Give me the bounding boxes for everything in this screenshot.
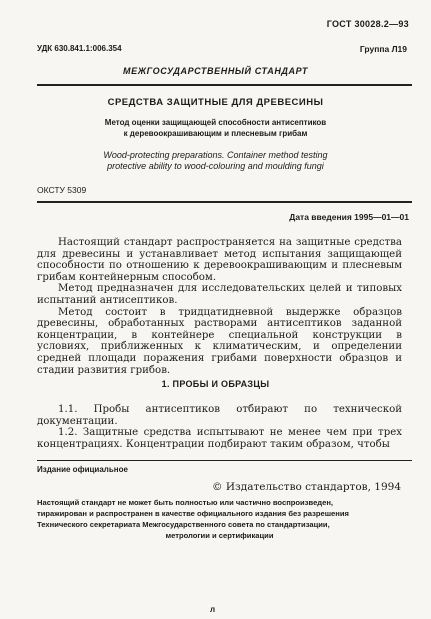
introduction-date: Дата введения 1995—01—01 (289, 212, 409, 222)
clause-1-2: 1.2. Защитные средства испытывают не менее чем при трех концентрациях. Концентрации подбирают таким образом, чтобы (37, 427, 402, 450)
official-edition-label: Издание официальное (37, 465, 128, 474)
notice-line-1: Настоящий стандарт не может быть полностью или частично воспроизведен, (37, 498, 334, 507)
header-divider (37, 84, 412, 86)
english-title-line-2: protective ability to wood-colouring and moulding fungi (107, 161, 324, 171)
subtitle-line-2: к деревоокрашивающим и плесневым грибам (123, 129, 308, 138)
intro-paragraph-1: Настоящий стандарт распространяется на защитные средства для древесины и устанавливает метод испытания защищающей способности по отношению к деревоокрашивающим и плесневым грибам контейнерным способом. (37, 237, 402, 283)
gost-number: ГОСТ 30028.2—93 (326, 19, 409, 29)
notice-line-3: Технического секретариата Межгосударственного совета по стандартизации, (37, 520, 330, 529)
subtitle-line-1: Метод оценки защищающей способности антисептиков (104, 118, 327, 127)
udk-code: УДК 630.841.1:006.354 (37, 44, 122, 53)
english-title-line-1: Wood-protecting preparations. Container method testing (103, 150, 328, 160)
intro-paragraph-2: Метод предназначен для исследовательских целей и типовых испытаний антисептиков. (37, 283, 402, 306)
reproduction-notice (37, 497, 402, 541)
footer-divider (37, 460, 412, 461)
group-code: Группа Л19 (359, 44, 407, 54)
notice-line-2: тиражирован и распространен в качестве официального издания без разрешения (37, 509, 349, 518)
intro-text (37, 237, 402, 376)
section-1-text (37, 404, 402, 450)
oksu-code: ОКСТУ 5309 (37, 185, 87, 195)
page-mark: л (210, 605, 216, 614)
document-title: СРЕДСТВА ЗАЩИТНЫЕ ДЛЯ ДРЕВЕСИНЫ (107, 97, 324, 108)
copyright-notice: © Издательство стандартов, 1994 (212, 481, 401, 493)
clause-1-1: 1.1. Пробы антисептиков отбирают по технической документации. (37, 404, 402, 427)
section-1-heading: 1. ПРОБЫ И ОБРАЗЦЫ (161, 379, 270, 389)
oksu-divider (37, 201, 412, 203)
notice-line-4: метрологии и сертификации (165, 531, 274, 540)
intro-paragraph-3: Метод состоит в тридцатидневной выдержке образцов древесины, обработанных растворами антисептиков заданной концентрации, в контейнере специальной конструкции в условиях, приближенных к климатическим, и определении средней площади поражения грибами поверхности образцов и стадии развития грибов. (37, 306, 402, 376)
standard-type-heading: МЕЖГОСУДАРСТВЕННЫЙ СТАНДАРТ (123, 66, 308, 76)
